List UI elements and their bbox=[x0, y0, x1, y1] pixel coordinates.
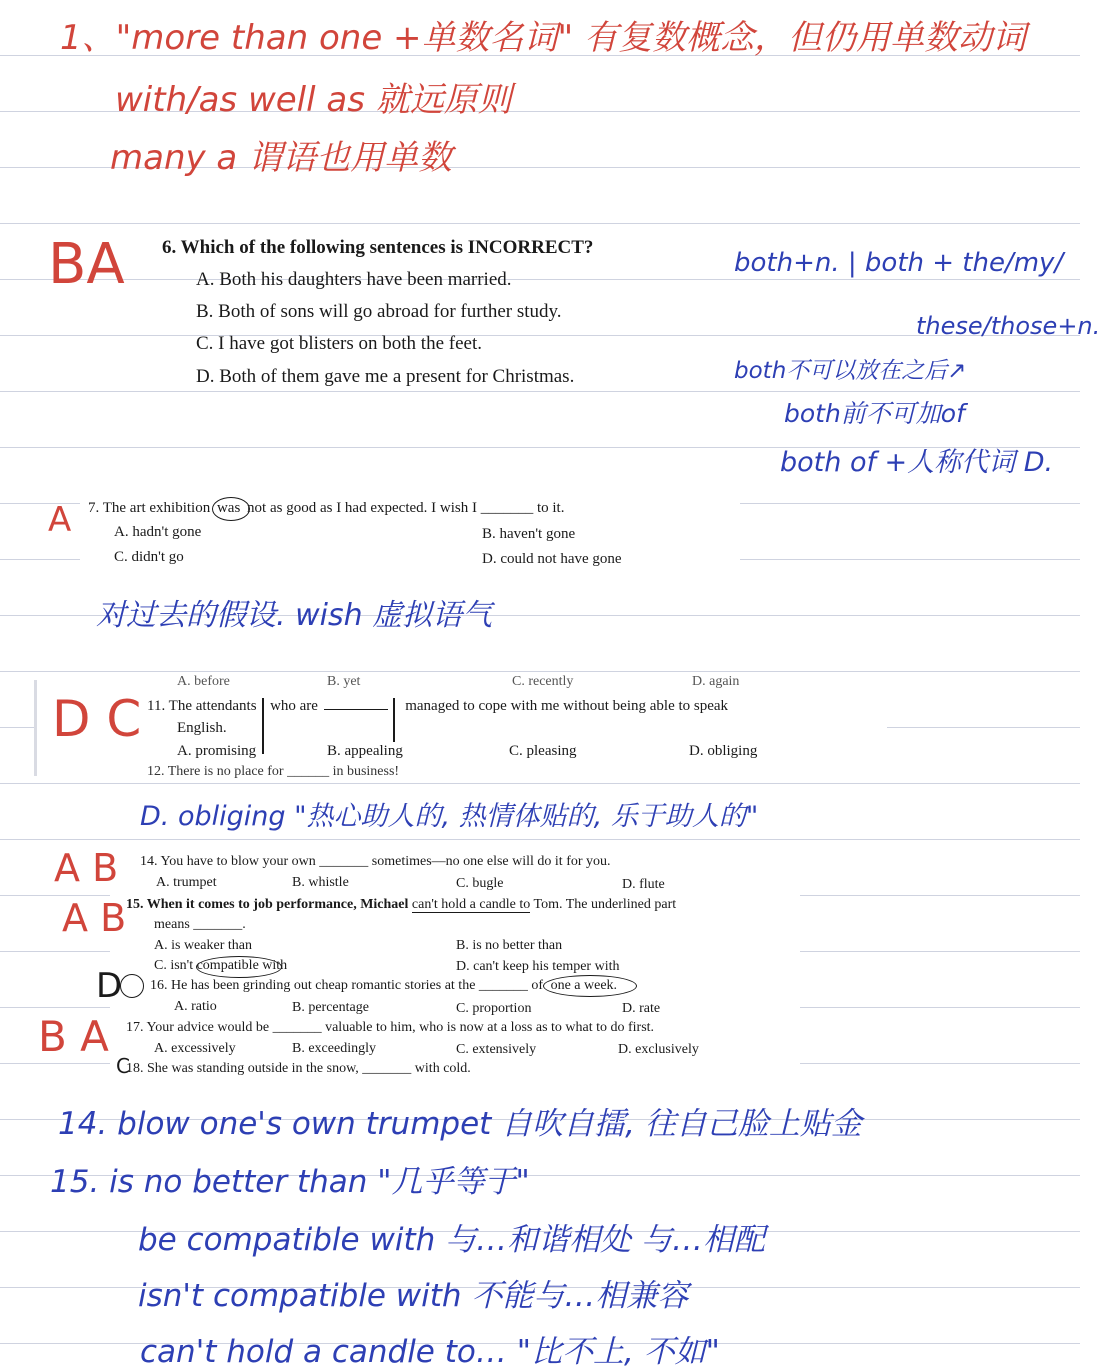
q11-prev-option-d: D. again bbox=[692, 674, 740, 689]
q15-option-a: A. is weaker than bbox=[154, 938, 252, 953]
q16-stem: 16. He has been grinding out cheap romantic stories at the _______ of one a week. bbox=[150, 978, 621, 994]
q14-18-clip bbox=[110, 850, 800, 1076]
q11-option-c: C. pleasing bbox=[509, 743, 577, 759]
q14-stem: 14. You have to blow your own _______ sometimes—no one else will do it for you. bbox=[140, 854, 611, 869]
note1-line3: many a 谓语也用单数 bbox=[110, 138, 453, 178]
q11-ink-stroke-2 bbox=[393, 698, 395, 742]
q17-stem: 17. Your advice would be _______ valuable to him, who is now at a loss as to what to do first. bbox=[126, 1020, 655, 1035]
q7-circle-mark bbox=[212, 497, 250, 521]
q15-option-b: B. is no better than bbox=[456, 938, 563, 953]
q15-stem-means: means _______. bbox=[154, 917, 246, 932]
q16-option-b: B. percentage bbox=[292, 1000, 369, 1015]
q18-stem: 18. She was standing outside in the snow, _______ with cold. bbox=[126, 1061, 471, 1076]
q11-stem-english: English. bbox=[177, 720, 227, 736]
q11-prev-option-a: A. before bbox=[177, 674, 230, 689]
q11-option-a: A. promising bbox=[177, 743, 257, 759]
bottom-note-1: 14. blow one's own trumpet 自吹自擂, 往自己脸上贴金 bbox=[58, 1106, 862, 1142]
q6-note-2: these/those+n. bbox=[916, 312, 1100, 340]
q14-option-d: D. flute bbox=[622, 877, 665, 892]
q11-clip bbox=[34, 674, 887, 779]
q6-answer-mark: BA bbox=[48, 232, 125, 297]
q11-next-line: 12. There is no place for ______ in business! bbox=[147, 764, 400, 779]
q15-underlined-phrase: can't hold a candle to bbox=[411, 897, 531, 912]
q17-option-c: C. extensively bbox=[456, 1042, 537, 1057]
q11-option-b: B. appealing bbox=[327, 743, 403, 759]
q6-note-5: both of +人称代词 D. bbox=[780, 447, 1054, 478]
q6-option-a: A. Both his daughters have been married. bbox=[196, 269, 512, 290]
q16-number-circle bbox=[120, 974, 144, 998]
q11-stem: 11. The attendants who are managed to cope with me without being able to speak bbox=[147, 698, 728, 754]
bottom-note-4: isn't compatible with 不能与…相兼容 bbox=[138, 1278, 689, 1314]
q6-option-c: C. I have got blisters on both the feet. bbox=[196, 333, 482, 354]
q11-note: D. obliging "热心助人的, 热情体贴的, 乐于助人的" bbox=[140, 801, 759, 832]
q16-option-c: C. proportion bbox=[456, 1001, 532, 1016]
q6-note-3: both不可以放在之后↗ bbox=[734, 358, 967, 384]
note1-line1: 1、"more than one +单数名词" 有复数概念，但仍用单数动词 bbox=[60, 18, 1026, 58]
q11-prev-option-c: C. recently bbox=[512, 674, 574, 689]
q7-stem-a: 7. The art exhibition bbox=[88, 500, 211, 516]
q6-note-4: both前不可加of bbox=[784, 399, 965, 428]
q6-stem: 6. Which of the following sentences is INCORRECT? bbox=[162, 237, 594, 258]
note1-line2: with/as well as 就远原则 bbox=[115, 80, 512, 120]
q7-option-a: A. hadn't gone bbox=[114, 524, 202, 540]
q14-answer-mark: A B bbox=[54, 846, 119, 890]
q11-blank bbox=[324, 709, 388, 710]
q16-circled-phrase: one a week. bbox=[547, 978, 621, 993]
q17-option-a: A. excessively bbox=[154, 1041, 236, 1056]
q7-stem-b: not as good as I had expected. I wish I _______ to it. bbox=[247, 500, 565, 516]
q16-answer-mark: D bbox=[96, 966, 123, 1006]
q7-stem bbox=[88, 500, 564, 517]
q7-note: 对过去的假设. wish 虚拟语气 bbox=[96, 598, 493, 633]
q7-answer-mark: A bbox=[48, 500, 72, 540]
q16-option-a: A. ratio bbox=[174, 999, 217, 1014]
q15-circle-mark bbox=[196, 956, 282, 978]
q7-clip bbox=[80, 490, 740, 574]
q7-option-d: D. could not have gone bbox=[482, 551, 622, 567]
q16-option-d: D. rate bbox=[622, 1001, 661, 1016]
bottom-note-2: 15. is no better than "几乎等于" bbox=[50, 1164, 530, 1200]
q7-option-c: C. didn't go bbox=[114, 549, 184, 565]
q11-prev-option-b: B. yet bbox=[327, 674, 361, 689]
q11-ink-stroke bbox=[262, 698, 264, 754]
q14-option-a: A. trumpet bbox=[156, 875, 217, 890]
q16-circle-mark bbox=[543, 975, 637, 997]
q17-option-d: D. exclusively bbox=[618, 1042, 699, 1057]
q15-option-c: C. isn't compatible with bbox=[154, 958, 288, 973]
q6-option-d: D. Both of them gave me a present for Christmas. bbox=[196, 366, 575, 387]
q11-answer-mark: D C bbox=[52, 690, 142, 748]
bottom-note-3: be compatible with 与…和谐相处 与…相配 bbox=[138, 1222, 765, 1258]
q18-answer-mark: C bbox=[116, 1054, 130, 1078]
q6-note-1: both+n. | both + the/my/ bbox=[734, 248, 1064, 278]
q11-option-d: D. obliging bbox=[689, 743, 758, 759]
q17-option-b: B. exceedingly bbox=[292, 1041, 376, 1056]
q14-option-b: B. whistle bbox=[292, 875, 349, 890]
q15-option-d: D. can't keep his temper with bbox=[456, 959, 620, 974]
q15-answer-mark: A B bbox=[62, 896, 127, 940]
q14-option-c: C. bugle bbox=[456, 876, 504, 891]
q7-option-b: B. haven't gone bbox=[482, 526, 576, 542]
q15-stem: 15. When it comes to job performance, Michael can't hold a candle to Tom. The underlined part bbox=[126, 897, 677, 912]
q6-option-b: B. Both of sons will go abroad for further study. bbox=[196, 301, 562, 322]
q7-circled-word: was bbox=[214, 500, 243, 516]
bottom-note-5: can't hold a candle to… "比不上, 不如" bbox=[140, 1334, 720, 1370]
q17-answer-mark: B A bbox=[38, 1012, 109, 1061]
